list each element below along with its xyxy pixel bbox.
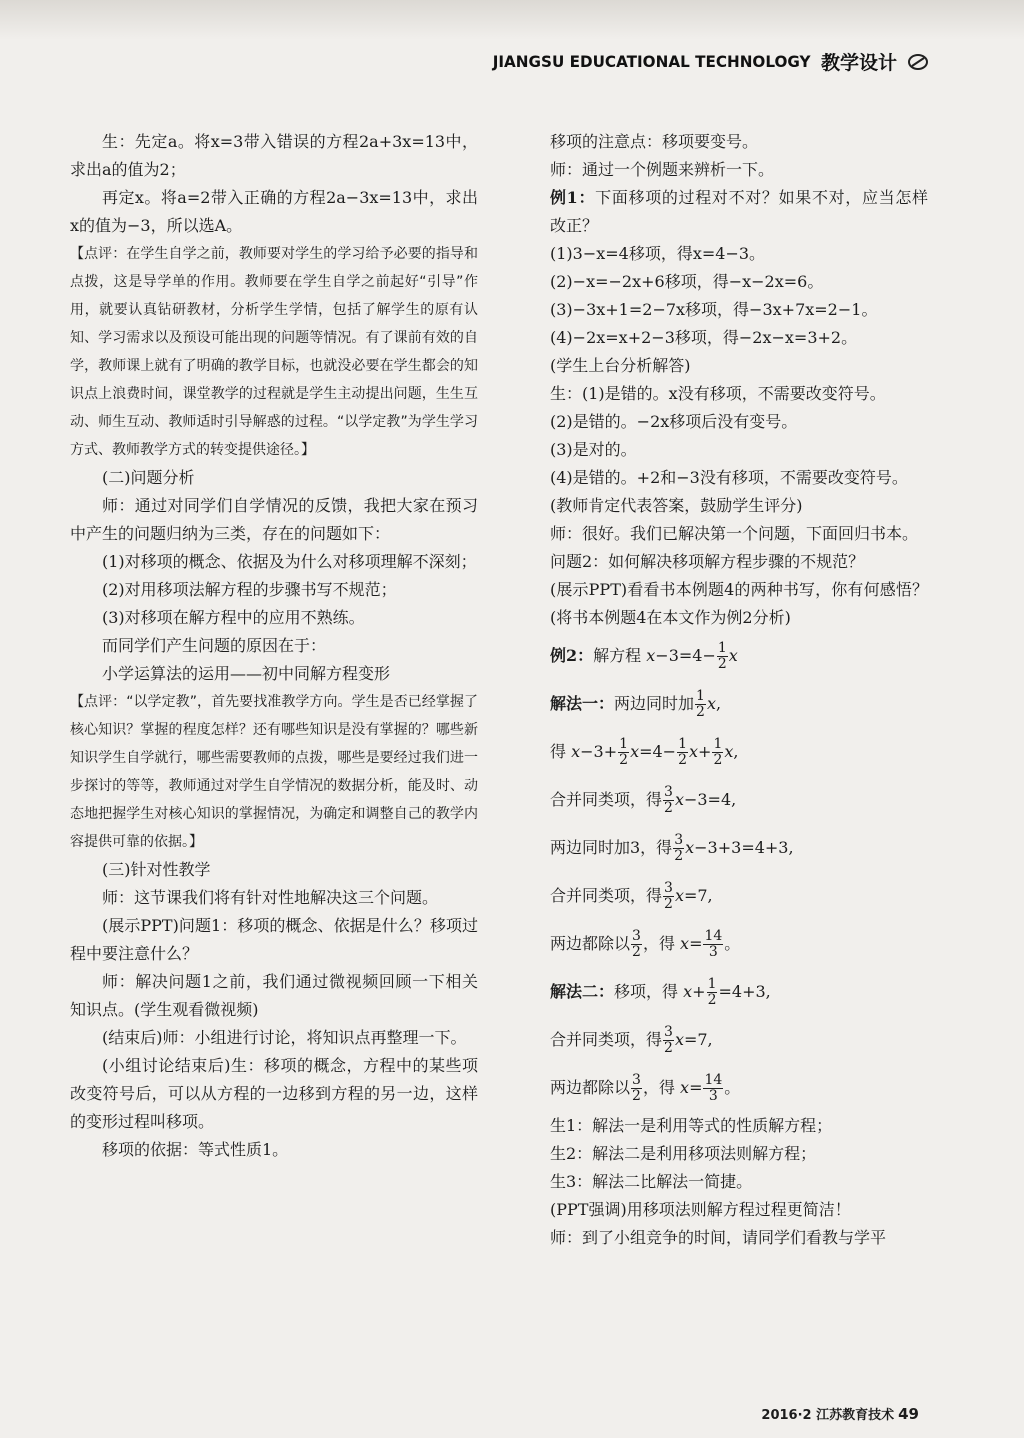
paragraph: 生3：解法二比解法一简捷。: [550, 1172, 753, 1191]
paragraph: (4)是错的。+2和−3没有移项，不需要改变符号。: [550, 468, 908, 487]
paragraph: (展示PPT)看看书本例题4的两种书写，你有何感悟？(将书本例题4在本文作为例2分析): [550, 580, 928, 627]
paragraph: 移项的依据：等式性质1。: [102, 1140, 289, 1159]
paragraph: 师：很好。我们已解决第一个问题，下面回归书本。: [550, 524, 919, 543]
paragraph: 师：这节课我们将有针对性地解决这三个问题。: [102, 888, 439, 907]
example-label: 例1：: [550, 188, 596, 207]
paragraph: 而同学们产生问题的原因在于：: [102, 636, 327, 655]
paragraph: (结束后)师：小组进行讨论，将知识点再整理一下。: [102, 1028, 467, 1047]
paragraph: (3)是对的。: [550, 440, 637, 459]
subsection-heading: (二)问题分析: [102, 468, 195, 487]
solution-2-step: 两边都除以 $\frac{3}{2}$ ，得 x= $\frac{14}{3}$ 。: [550, 1072, 741, 1104]
paragraph: (2)是错的。−2x移项后没有变号。: [550, 412, 798, 431]
right-column: [550, 128, 928, 1252]
commentary: 【点评：“以学定教”，首先要找准教学方向。学生是否已经掌握了核心知识？掌握的程度怎样？还有哪些知识是没有掌握的？哪些新知识学生自学就行，哪些需要教师的点拨，哪些是要经过我们进一步探讨的等等，教师通过对学生自学情况的数据分析，能及时、动态地把握学生对核心知识的掌握情况，为确定和调整自己的教学内容提供可靠的依据。】: [70, 694, 478, 850]
leaf-icon: [907, 53, 929, 71]
paragraph: 师：通过一个例题来辨析一下。: [550, 160, 775, 179]
solution-1-step: 得 x−3+ $\frac{1}{2}$ x=4− $\frac{1}{2}$ x+ $\frac{1}{2}$ x,: [550, 736, 739, 768]
paragraph: 移项的注意点：移项要变号。: [550, 132, 759, 151]
paragraph: 生2：解法二是利用移项法则解方程；: [550, 1144, 817, 1163]
paragraph: (3)对移项在解方程中的应用不熟练。: [102, 608, 365, 627]
paragraph: (3)−3x+1=2−7x移项，得−3x+7x=2−1。: [550, 300, 878, 319]
paragraph: (展示PPT)问题1：移项的概念、依据是什么？移项过程中要注意什么？: [70, 916, 478, 963]
page-footer: [761, 1404, 919, 1423]
page-edge-shadow: [0, 0, 1024, 40]
paragraph: (教师肯定代表答案，鼓励学生评分): [550, 496, 803, 515]
paragraph: (PPT强调)用移项法则解方程过程更简洁！: [550, 1200, 851, 1219]
subsection-heading: (三)针对性教学: [102, 860, 211, 879]
paragraph: 再定x。将a=2带入正确的方程2a−3x=13中，求出x的值为−3，所以选A。: [70, 188, 478, 235]
paragraph: 师：解决问题1之前，我们通过微视频回顾一下相关知识点。(学生观看微视频): [70, 972, 478, 1019]
page-number: 49: [898, 1405, 919, 1423]
section-title: 教学设计: [820, 52, 897, 74]
paragraph: 师：到了小组竞争的时间，请同学们看教与学平: [550, 1228, 887, 1247]
solution-1-step: 解法一：两边同时加 $\frac{1}{2}$ x,: [550, 688, 722, 720]
paragraph: (学生上台分析解答): [550, 356, 691, 375]
paragraph: (4)−2x=x+2−3移项，得−2x−x=3+2。: [550, 328, 858, 347]
paragraph: (2)对用移项法解方程的步骤书写不规范；: [102, 580, 397, 599]
issue-label: 2016·2 江苏教育技术: [761, 1408, 895, 1423]
paragraph: 小学运算法的运用——初中同解方程变形: [102, 664, 391, 683]
example-text: 下面移项的过程对不对？如果不对，应当怎样改正？: [550, 188, 928, 235]
paragraph: (1)对移项的概念、依据及为什么对移项理解不深刻；: [102, 552, 477, 571]
paragraph: 问题2：如何解决移项解方程步骤的不规范？: [550, 552, 865, 571]
paragraph: (1)3−x=4移项，得x=4−3。: [550, 244, 766, 263]
commentary: 【点评：在学生自学之前，教师要对学生的学习给予必要的指导和点拨，这是导学单的作用。教师要在学生自学之前起好“引导”作用，就要认真钻研教材，分析学生学情，包括了解学生的原有认知、学习需求以及预设可能出现的问题等情况。有了课前有效的自学，教师课上就有了明确的教学目标，也就没必要在学生都会的知识点上浪费时间，课堂教学的过程就是学生主动提出问题，生生互动、师生互动、教师适时引导解惑的过程。“以学定教”为学生学习方式、教师教学方式的转变提供途径。】: [70, 246, 478, 458]
left-column: [70, 128, 478, 1164]
paragraph: 生1：解法一是利用等式的性质解方程；: [550, 1116, 833, 1135]
paragraph: (2)−x=−2x+6移项，得−x−2x=6。: [550, 272, 824, 291]
paragraph: (小组讨论结束后)生：移项的概念，方程中的某些项改变符号后，可以从方程的一边移到方程的另一边，这样的变形过程叫移项。: [70, 1056, 478, 1131]
solution-1-step: 两边同时加3，得 $\frac{3}{2}$ x−3+3=4+3,: [550, 832, 794, 864]
paragraph: 生：先定a。将x=3带入错误的方程2a+3x=13中，求出a的值为2；: [70, 132, 478, 179]
paragraph: 生：(1)是错的。x没有移项，不需要改变符号。: [550, 384, 886, 403]
solution-1-step: 合并同类项，得 $\frac{3}{2}$ x−3=4,: [550, 784, 737, 816]
example-1: [550, 184, 928, 240]
running-header: [476, 48, 929, 75]
solution-1-step: 合并同类项，得 $\frac{3}{2}$ x=7,: [550, 880, 713, 912]
solution-1-step: 两边都除以 $\frac{3}{2}$ ，得 x= $\frac{14}{3}$ 。: [550, 928, 741, 960]
paragraph: 师：通过对同学们自学情况的反馈，我把大家在预习中产生的问题归纳为三类，存在的问题如下：: [70, 496, 478, 543]
solution-2-step: 合并同类项，得 $\frac{3}{2}$ x=7,: [550, 1024, 713, 1056]
solution-2-step: 解法二：移项，得 x+ $\frac{1}{2}$ =4+3,: [550, 976, 771, 1008]
journal-english-title: JIANGSU EDUCATIONAL TECHNOLOGY: [493, 52, 811, 71]
example-2-line: 例2：解方程 x−3=4− $\frac{1}{2}$ x: [550, 640, 738, 672]
